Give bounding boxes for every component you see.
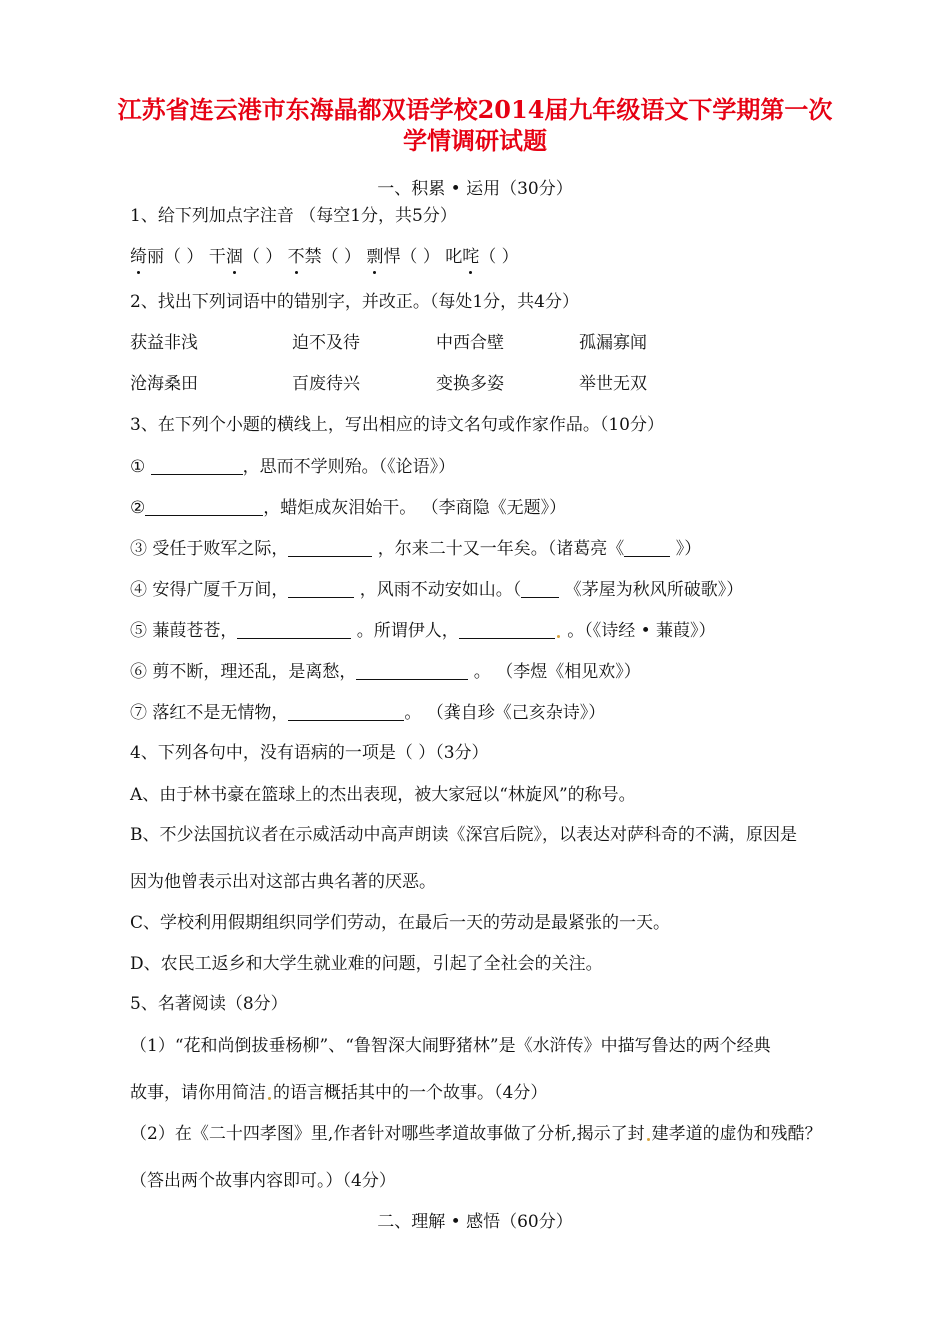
q1-item-4	[366, 247, 439, 267]
question-2-stem: 2、找出下列词语中的错别字，并改正。（每处1分，共4分）	[130, 292, 579, 312]
q3-line-2-text: ，蜡炬成灰泪始干。 （李商隐《无题》）	[263, 498, 567, 518]
q3-line-4-text: ，风雨不动安如山。（	[354, 580, 522, 600]
q4-option-b-line-1: B、不少法国抗议者在示威活动中高声朗读《深宫后院》，以表达对萨科奇的不满，原因是	[130, 825, 797, 845]
dotted-char: 咤	[462, 247, 480, 267]
answer-blank[interactable]	[145, 497, 263, 516]
dotted-char: 涸	[225, 247, 243, 267]
q2-word: 中西合壁	[436, 333, 504, 353]
q3-line-5	[130, 620, 716, 642]
q3-line-4	[130, 579, 743, 601]
orange-dot-mark	[647, 1138, 650, 1141]
orange-dot-mark	[557, 635, 560, 638]
question-1-items	[130, 246, 519, 268]
answer-blank[interactable]	[356, 661, 468, 680]
q3-line-1-lead: ①	[130, 457, 151, 477]
q1-item-3-blank: 禁（ ）	[304, 247, 362, 267]
answer-blank[interactable]	[624, 538, 670, 557]
q4-option-d: D、农民工返乡和大学生就业难的问题，引起了全社会的关注。	[130, 954, 603, 974]
q2-word: 沧海桑田	[130, 374, 198, 394]
q3-line-2-lead: ②	[130, 498, 146, 518]
q5-part-2-text-a: （2）在《二十四孝图》里,作者针对哪些孝道故事做了分析,揭示了封	[130, 1124, 645, 1144]
q1-item-5	[445, 247, 518, 267]
q3-line-3	[130, 538, 701, 560]
q3-line-1	[130, 456, 455, 478]
q3-line-7-lead: ⑦ 落红不是无情物，	[130, 703, 289, 723]
q2-word: 百废待兴	[292, 374, 360, 394]
q1-item-1	[130, 247, 203, 267]
q5-part-1-text-b: 的语言概括其中的一个故事。（4分）	[273, 1083, 548, 1103]
q1-item-3	[288, 247, 361, 267]
answer-blank[interactable]	[151, 456, 243, 475]
q3-line-5-text: 。所谓伊人，	[351, 621, 459, 641]
q3-line-6-lead: ⑥ 剪不断，理还乱，是离愁，	[130, 662, 357, 682]
q5-part-2-line-1	[130, 1123, 822, 1145]
orange-dot-mark	[268, 1097, 271, 1100]
q1-item-2-pre: 干	[208, 247, 226, 267]
q3-line-5-tail: 。（《诗经 • 蒹葭》）	[561, 621, 716, 641]
q5-part-2-text-b: 建孝道的虚伪和残酷？	[651, 1124, 822, 1144]
q3-line-6	[130, 661, 641, 683]
q3-line-3-lead: ③ 受任于败军之际，	[130, 539, 289, 559]
q1-item-5-pre: 叱	[445, 247, 463, 267]
q2-word: 举世无双	[579, 374, 647, 394]
q2-word: 获益非浅	[130, 333, 198, 353]
q4-option-b-line-2: 因为他曾表示出对这部古典名著的厌恶。	[130, 872, 436, 892]
q5-part-1-line-2	[130, 1082, 547, 1104]
q1-item-2	[209, 247, 282, 267]
question-3-stem: 3、在下列个小题的横线上，写出相应的诗文名句或作家作品。（10分）	[130, 415, 664, 435]
answer-blank[interactable]	[237, 620, 351, 639]
q5-part-1-text-a: 故事，请你用简洁	[130, 1083, 266, 1103]
q3-line-4-lead: ④ 安得广厦千万间，	[130, 580, 289, 600]
answer-blank[interactable]	[288, 579, 354, 598]
exam-title-line-1: 江苏省连云港市东海晶都双语学校2014届九年级语文下学期第一次	[117, 95, 833, 124]
answer-blank[interactable]	[288, 538, 372, 557]
q5-part-2-line-2: （答出两个故事内容即可。）（4分）	[130, 1171, 396, 1191]
q1-item-5-blank: （ ）	[479, 247, 519, 267]
q3-line-7	[130, 702, 605, 724]
answer-blank[interactable]	[459, 620, 555, 639]
q3-line-4-tail: 《茅屋为秋风所破歌》）	[559, 580, 744, 600]
q3-line-6-text: 。 （李煜《相见欢》）	[468, 662, 641, 682]
section-heading-1: 一、积累 • 运用（30分）	[377, 179, 573, 199]
question-1-stem: 1、给下列加点字注音 （每空1分，共5分）	[130, 206, 457, 226]
question-5-stem: 5、名著阅读（8分）	[130, 994, 288, 1014]
q1-item-2-blank: （ ）	[242, 247, 283, 267]
q4-option-a: A、由于林书豪在篮球上的杰出表现，被大家冠以“林旋风”的称号。	[130, 785, 636, 805]
q3-line-2	[130, 497, 566, 519]
q5-part-1-line-1: （1）“花和尚倒拔垂杨柳”、“鲁智深大闹野猪林”是《水浒传》中描写鲁达的两个经典	[130, 1036, 771, 1056]
q2-word: 迫不及待	[292, 333, 360, 353]
dotted-char: 不	[287, 247, 305, 267]
answer-blank[interactable]	[521, 579, 559, 598]
q1-item-4-blank: 悍（ ）	[383, 247, 440, 267]
q3-line-3-text: ，尔来二十又一年矣。（诸葛亮《	[372, 539, 625, 559]
answer-blank[interactable]	[288, 702, 404, 721]
q3-line-5-lead: ⑤ 蒹葭苍苍，	[130, 621, 238, 641]
q3-line-7-text: 。 （龚自珍《己亥杂诗》）	[404, 703, 606, 723]
q1-item-1-blank: 丽（ ）	[147, 247, 204, 267]
section-heading-2: 二、理解 • 感悟（60分）	[377, 1212, 573, 1232]
q2-word: 变换多姿	[436, 374, 504, 394]
q4-option-c: C、学校利用假期组织同学们劳动，在最后一天的劳动是最紧张的一天。	[130, 913, 671, 933]
dotted-char: 剽	[366, 247, 384, 267]
dotted-char: 绮	[130, 247, 147, 267]
q2-word: 孤漏寡闻	[579, 333, 647, 353]
question-4-stem: 4、下列各句中，没有语病的一项是（ ）（3分）	[130, 743, 489, 763]
q3-line-1-text: ，思而不学则殆。（《论语》）	[242, 457, 456, 477]
q3-line-3-tail: 》）	[670, 539, 702, 559]
exam-title-line-2: 学情调研试题	[403, 126, 547, 155]
